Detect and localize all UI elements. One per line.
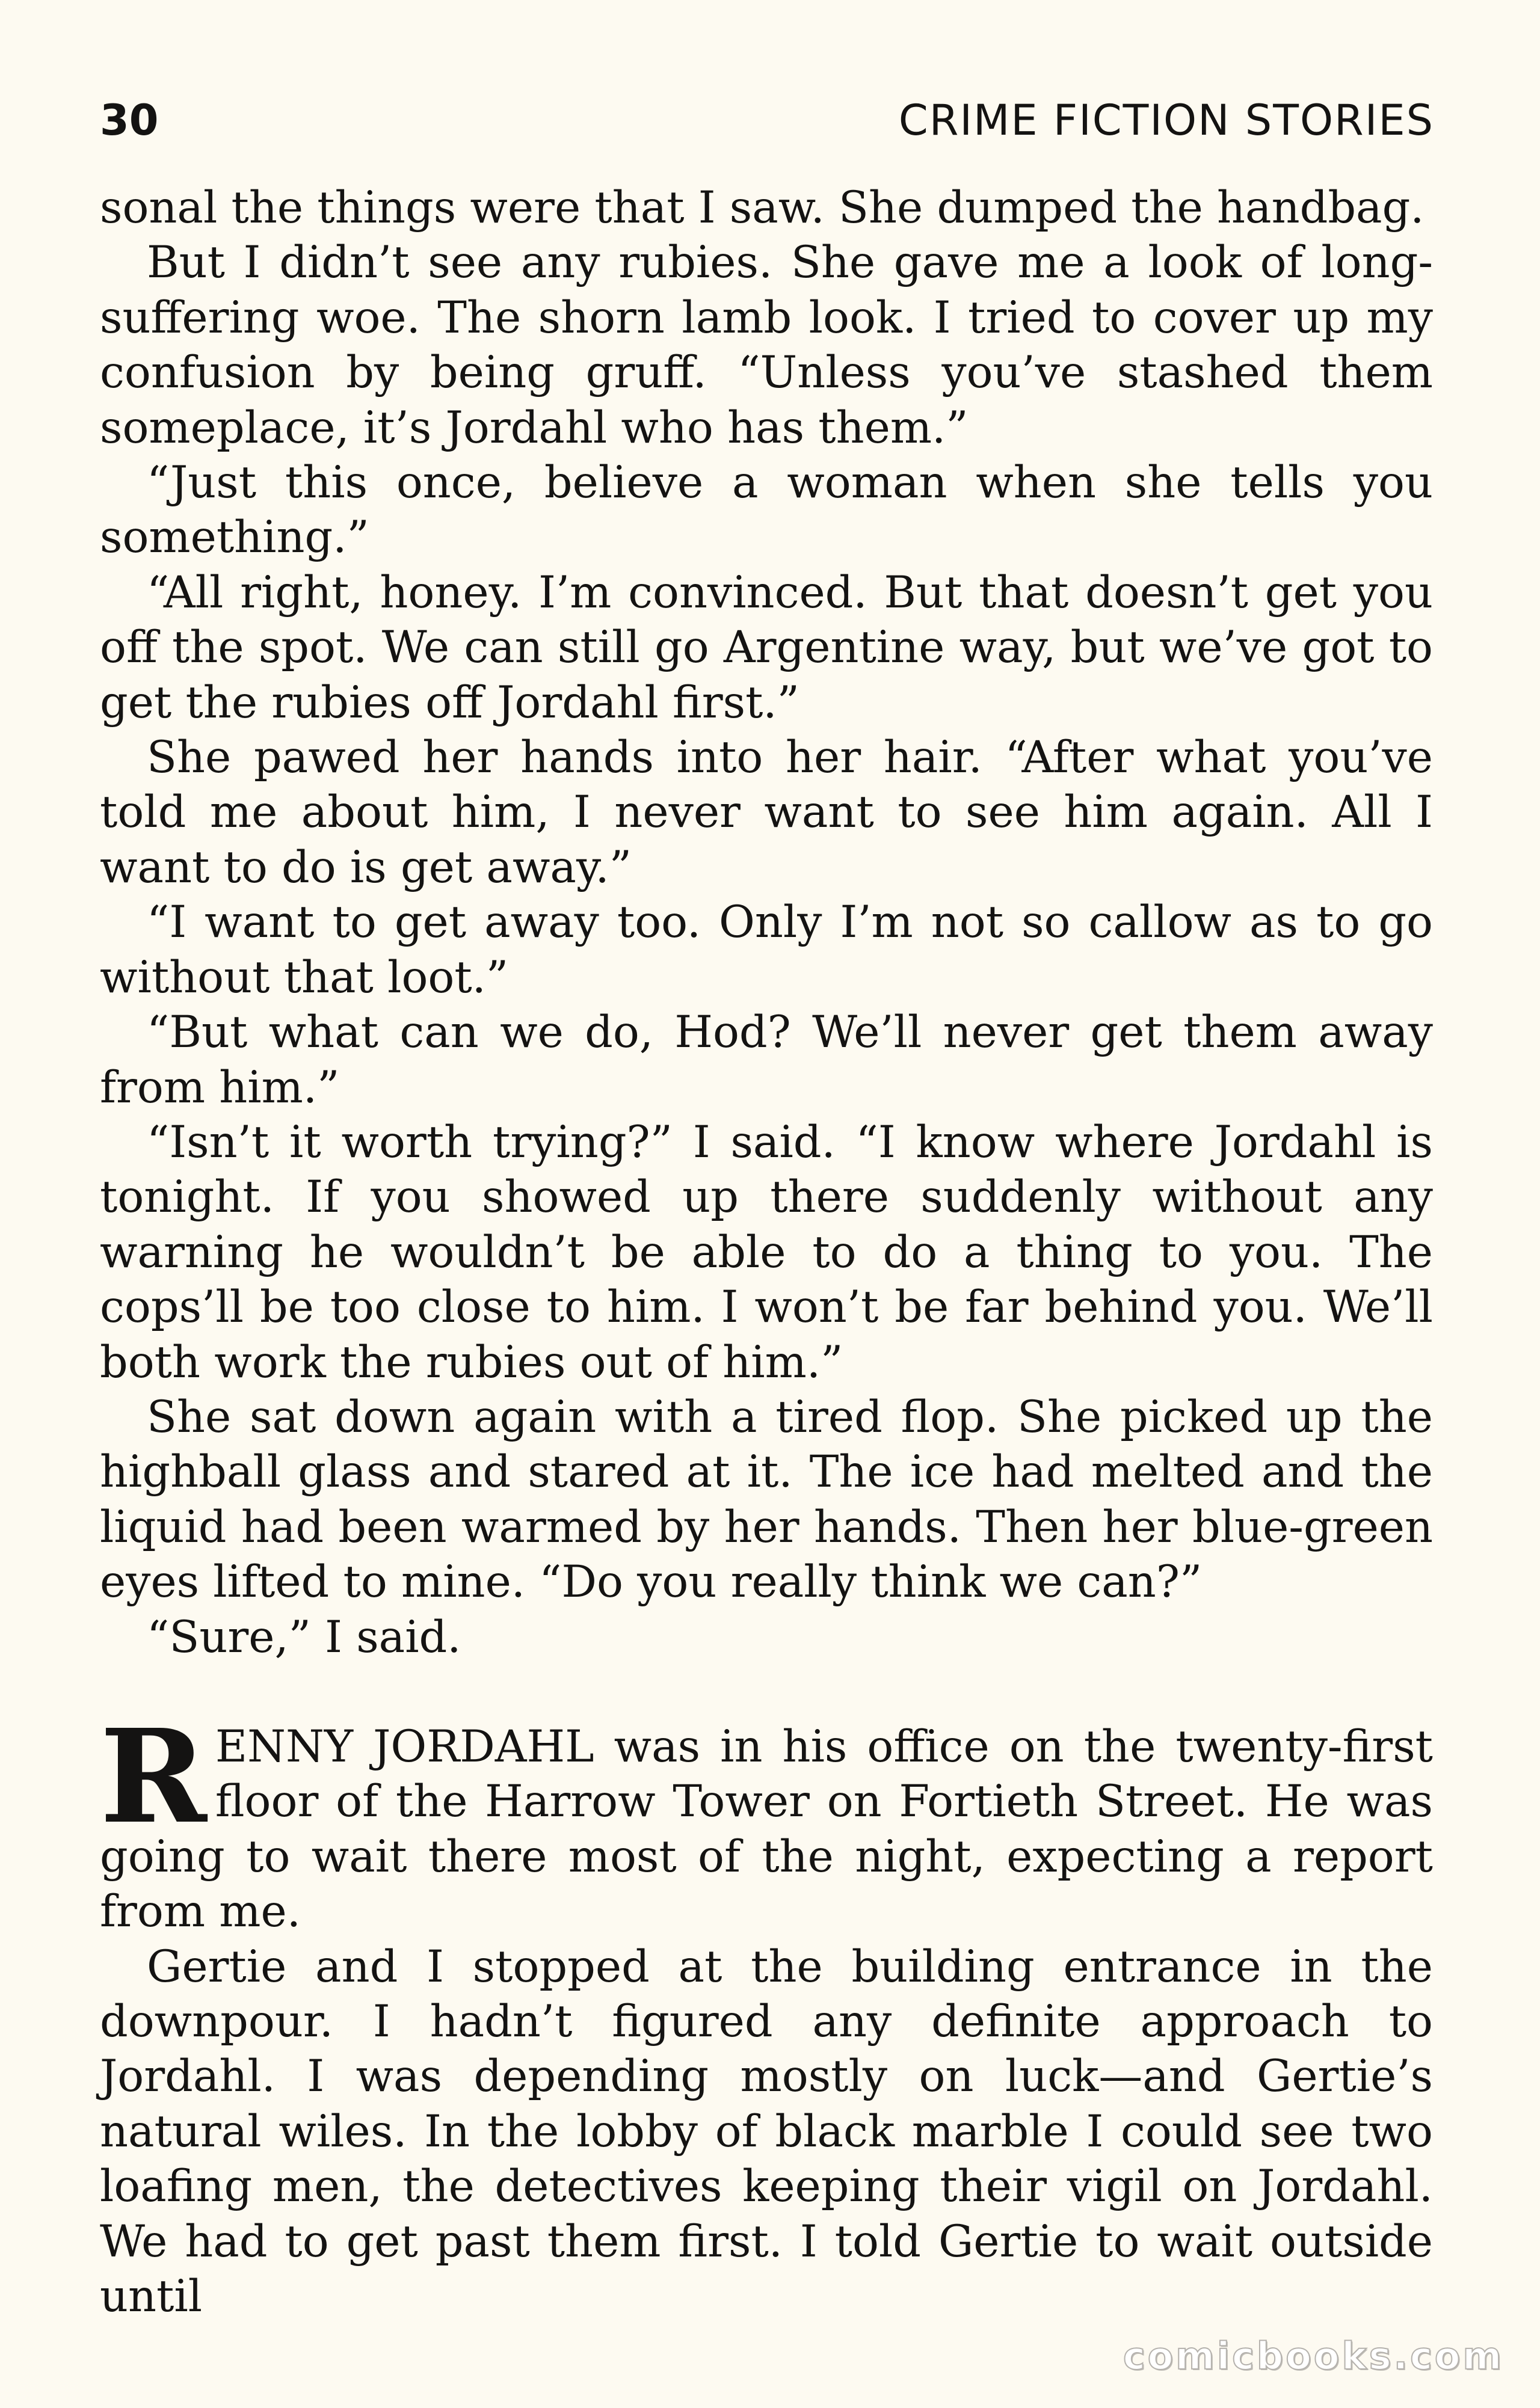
site-watermark: comicbooks.com <box>1123 2334 1504 2378</box>
magazine-title: CRIME FICTION STORIES <box>898 96 1434 145</box>
drop-cap: R <box>100 1701 207 1852</box>
section-opening-paragraph <box>100 1701 1433 1940</box>
running-head <box>100 84 1434 156</box>
paragraph: She sat down again with a tired flop. She picked up the highball glass and stared at it. The ice had melted and the liquid had been warmed by her hands. Then her blue-green eyes lifted to mine. “Do you really think we can?” <box>100 1391 1433 1608</box>
paragraph: “Sure,” I said. <box>147 1611 461 1663</box>
paragraph: She pawed her hands into her hair. “After what you’ve told me about him, I never want to see him again. All I want to do is get away.” <box>100 732 1433 893</box>
section-break <box>100 1665 1433 1719</box>
paragraph: “Just this once, believe a woman when she tells you something.” <box>100 457 1433 564</box>
paragraph: Gertie and I stopped at the building entrance in the downpour. I hadn’t figured any definite approach to Jordahl. I was depending mostly on luck—and Gertie’s natural wiles. In the lobby of black marble I could see two loafing men, the detectives keeping their vigil on Jordahl. We had to get past them first. I told Gertie to wait outside until <box>100 1941 1433 2323</box>
paragraph: “I want to get away too. Only I’m not so callow as to go without that loot.” <box>100 897 1433 1003</box>
paragraph: sonal the things were that I saw. She dumped the handbag. <box>100 182 1424 233</box>
page-number: 30 <box>100 96 159 145</box>
paragraph: “Isn’t it worth trying?” I said. “I know where Jordahl is tonight. If you showed up there suddenly without any warning he wouldn’t be able to do a thing to you. The cops’ll be too close to him. I won’t be far behind you. We’ll both work the rubies out of him.” <box>100 1116 1433 1388</box>
story-text <box>100 180 1433 2324</box>
paragraph: “All right, honey. I’m convinced. But that doesn’t get you off the spot. We can still go Argentine way, but we’ve got to get the rubies off Jordahl first.” <box>100 567 1433 728</box>
paragraph: “But what can we do, Hod? We’ll never get them away from him.” <box>100 1007 1433 1113</box>
section-opening-text: ENNY JORDAHL was in his office on the twenty-first floor of the Harrow Tower on Fortieth Street. He was going to wait there most of the night, expecting a report from me. <box>100 1721 1433 1938</box>
paragraph: But I didn’t see any rubies. She gave me a look of long-suffering woe. The shorn lamb look. I tried to cover up my confusion by being gruff. “Unless you’ve stashed them someplace, it’s Jordahl who has them.” <box>100 237 1433 453</box>
